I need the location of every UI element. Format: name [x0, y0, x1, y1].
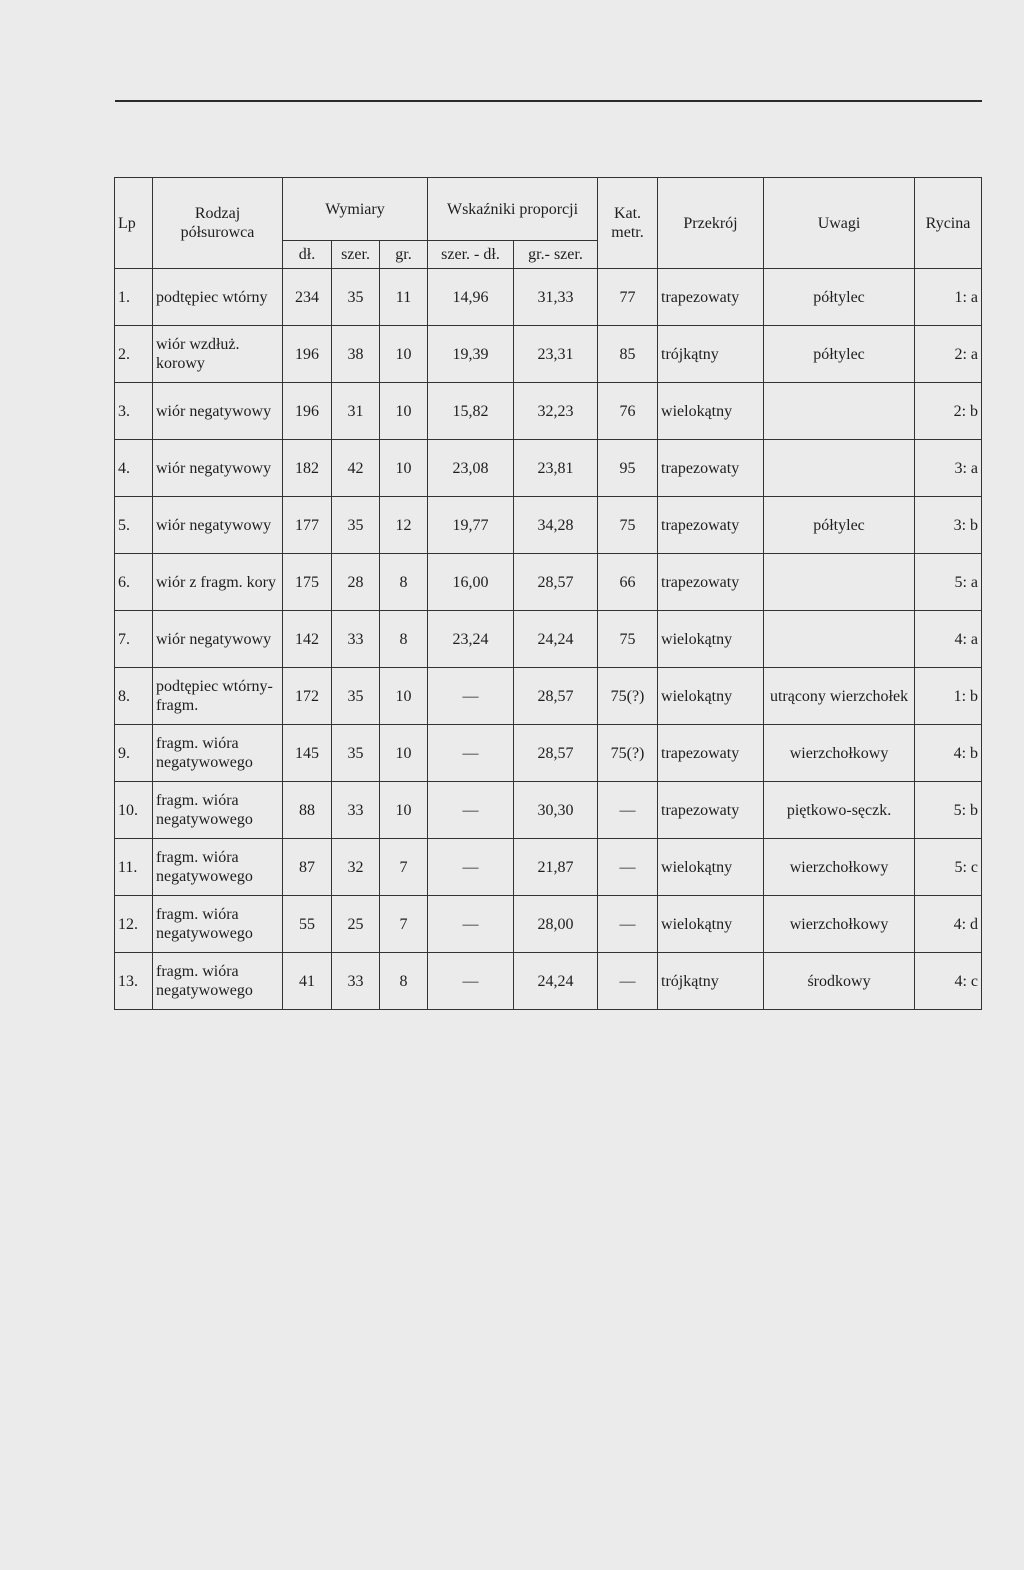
cell-dl: 196 [283, 383, 332, 440]
table-row [115, 326, 982, 383]
cell-kat: 85 [598, 326, 658, 383]
cell-kat: — [598, 953, 658, 1010]
table-row [115, 497, 982, 554]
cell-dl: 87 [283, 839, 332, 896]
cell-szer: 35 [332, 269, 380, 326]
cell-lp: 3. [115, 383, 153, 440]
table-row [115, 383, 982, 440]
cell-szer-dl: 19,39 [428, 326, 514, 383]
cell-rycina: 3: b [915, 497, 982, 554]
cell-rodzaj: fragm. wióra negatywowego [153, 725, 283, 782]
cell-szer-dl: 23,24 [428, 611, 514, 668]
cell-uwagi: półtylec [764, 269, 915, 326]
cell-przekroj: wielokątny [658, 611, 764, 668]
cell-przekroj: trapezowaty [658, 725, 764, 782]
cell-gr-szer: 31,33 [514, 269, 598, 326]
cell-lp: 2. [115, 326, 153, 383]
cell-szer: 38 [332, 326, 380, 383]
cell-gr: 10 [380, 725, 428, 782]
cell-gr-szer: 23,31 [514, 326, 598, 383]
header-gr: gr. [380, 241, 428, 269]
cell-rodzaj: wiór z fragm. kory [153, 554, 283, 611]
cell-szer-dl: — [428, 668, 514, 725]
header-kat: Kat. metr. [598, 178, 658, 269]
header-uwagi: Uwagi [764, 178, 915, 269]
cell-rodzaj: fragm. wióra negatywowego [153, 896, 283, 953]
cell-szer-dl: 15,82 [428, 383, 514, 440]
cell-uwagi: półtylec [764, 326, 915, 383]
cell-gr: 10 [380, 326, 428, 383]
cell-szer-dl: 19,77 [428, 497, 514, 554]
cell-lp: 8. [115, 668, 153, 725]
table-row [115, 554, 982, 611]
cell-kat: 75(?) [598, 668, 658, 725]
cell-rodzaj: fragm. wióra negatywowego [153, 782, 283, 839]
cell-gr-szer: 28,00 [514, 896, 598, 953]
cell-rodzaj: wiór negatywowy [153, 383, 283, 440]
cell-dl: 88 [283, 782, 332, 839]
cell-szer: 35 [332, 497, 380, 554]
table-row [115, 668, 982, 725]
cell-szer: 35 [332, 668, 380, 725]
header-dl: dł. [283, 241, 332, 269]
header-rycina: Rycina [915, 178, 982, 269]
cell-szer: 28 [332, 554, 380, 611]
cell-uwagi [764, 383, 915, 440]
header-gr-szer: gr.- szer. [514, 241, 598, 269]
cell-szer-dl: 23,08 [428, 440, 514, 497]
cell-lp: 1. [115, 269, 153, 326]
cell-przekroj: trójkątny [658, 326, 764, 383]
table-row [115, 269, 982, 326]
cell-rycina: 3: a [915, 440, 982, 497]
cell-szer: 35 [332, 725, 380, 782]
cell-kat: 76 [598, 383, 658, 440]
cell-uwagi: wierzchołkowy [764, 839, 915, 896]
cell-rycina: 4: c [915, 953, 982, 1010]
cell-gr-szer: 34,28 [514, 497, 598, 554]
cell-kat: — [598, 896, 658, 953]
cell-lp: 13. [115, 953, 153, 1010]
cell-przekroj: wielokątny [658, 896, 764, 953]
table-row [115, 896, 982, 953]
header-rodzaj: Rodzaj półsurowca [153, 178, 283, 269]
cell-gr: 10 [380, 440, 428, 497]
cell-szer-dl: — [428, 782, 514, 839]
cell-kat: 75 [598, 611, 658, 668]
cell-uwagi [764, 554, 915, 611]
cell-kat: 75 [598, 497, 658, 554]
cell-rycina: 4: b [915, 725, 982, 782]
cell-szer-dl: — [428, 839, 514, 896]
cell-dl: 177 [283, 497, 332, 554]
header-przekroj: Przekrój [658, 178, 764, 269]
cell-lp: 7. [115, 611, 153, 668]
cell-gr-szer: 24,24 [514, 953, 598, 1010]
table-row [115, 782, 982, 839]
header-rule [115, 100, 982, 102]
cell-gr-szer: 21,87 [514, 839, 598, 896]
cell-rycina: 5: b [915, 782, 982, 839]
cell-przekroj: trapezowaty [658, 782, 764, 839]
cell-dl: 41 [283, 953, 332, 1010]
cell-kat: — [598, 839, 658, 896]
cell-rycina: 4: a [915, 611, 982, 668]
cell-dl: 196 [283, 326, 332, 383]
cell-rodzaj: fragm. wióra negatywowego [153, 953, 283, 1010]
cell-szer: 25 [332, 896, 380, 953]
cell-gr-szer: 23,81 [514, 440, 598, 497]
header-wymiary: Wymiary [283, 178, 428, 241]
cell-przekroj: trapezowaty [658, 497, 764, 554]
cell-szer: 32 [332, 839, 380, 896]
cell-dl: 172 [283, 668, 332, 725]
cell-rycina: 1: b [915, 668, 982, 725]
header-wskazniki: Wskaźniki proporcji [428, 178, 598, 241]
cell-przekroj: trapezowaty [658, 554, 764, 611]
cell-gr-szer: 28,57 [514, 554, 598, 611]
cell-gr-szer: 28,57 [514, 668, 598, 725]
cell-rycina: 5: c [915, 839, 982, 896]
cell-lp: 5. [115, 497, 153, 554]
cell-rycina: 2: b [915, 383, 982, 440]
cell-przekroj: trapezowaty [658, 440, 764, 497]
cell-gr: 10 [380, 782, 428, 839]
cell-gr-szer: 30,30 [514, 782, 598, 839]
cell-rodzaj: wiór negatywowy [153, 497, 283, 554]
cell-szer-dl: 16,00 [428, 554, 514, 611]
cell-szer: 33 [332, 611, 380, 668]
cell-szer: 31 [332, 383, 380, 440]
cell-gr-szer: 32,23 [514, 383, 598, 440]
cell-przekroj: wielokątny [658, 668, 764, 725]
cell-rodzaj: wiór wzdłuż. korowy [153, 326, 283, 383]
header-szer: szer. [332, 241, 380, 269]
header-lp: Lp [115, 178, 153, 269]
cell-dl: 182 [283, 440, 332, 497]
cell-gr: 8 [380, 554, 428, 611]
cell-uwagi: piętkowo-sęczk. [764, 782, 915, 839]
cell-kat: 77 [598, 269, 658, 326]
cell-gr: 8 [380, 611, 428, 668]
cell-dl: 145 [283, 725, 332, 782]
table-row [115, 839, 982, 896]
cell-dl: 142 [283, 611, 332, 668]
cell-uwagi [764, 611, 915, 668]
cell-dl: 175 [283, 554, 332, 611]
cell-szer-dl: — [428, 725, 514, 782]
cell-rycina: 1: a [915, 269, 982, 326]
cell-szer-dl: — [428, 953, 514, 1010]
header-szer-dl: szer. - dł. [428, 241, 514, 269]
cell-rodzaj: wiór negatywowy [153, 440, 283, 497]
cell-uwagi [764, 440, 915, 497]
cell-szer: 33 [332, 953, 380, 1010]
cell-dl: 55 [283, 896, 332, 953]
cell-gr: 8 [380, 953, 428, 1010]
table-row [115, 611, 982, 668]
cell-przekroj: wielokątny [658, 839, 764, 896]
cell-gr: 7 [380, 839, 428, 896]
cell-rodzaj: wiór negatywowy [153, 611, 283, 668]
cell-kat: 95 [598, 440, 658, 497]
cell-przekroj: trójkątny [658, 953, 764, 1010]
cell-lp: 12. [115, 896, 153, 953]
cell-gr: 12 [380, 497, 428, 554]
table-body [115, 269, 982, 1010]
cell-rodzaj: fragm. wióra negatywowego [153, 839, 283, 896]
artifact-table [114, 177, 982, 1010]
cell-szer: 33 [332, 782, 380, 839]
cell-lp: 11. [115, 839, 153, 896]
table-row [115, 440, 982, 497]
cell-uwagi: wierzchołkowy [764, 896, 915, 953]
cell-szer: 42 [332, 440, 380, 497]
cell-lp: 4. [115, 440, 153, 497]
cell-uwagi: wierzchołkowy [764, 725, 915, 782]
cell-gr: 7 [380, 896, 428, 953]
cell-kat: 66 [598, 554, 658, 611]
cell-gr: 11 [380, 269, 428, 326]
cell-lp: 10. [115, 782, 153, 839]
cell-rodzaj: podtępiec wtórny [153, 269, 283, 326]
cell-kat: — [598, 782, 658, 839]
table-row [115, 953, 982, 1010]
cell-przekroj: wielokątny [658, 383, 764, 440]
cell-dl: 234 [283, 269, 332, 326]
cell-rycina: 5: a [915, 554, 982, 611]
cell-kat: 75(?) [598, 725, 658, 782]
cell-uwagi: środkowy [764, 953, 915, 1010]
cell-szer-dl: — [428, 896, 514, 953]
cell-gr: 10 [380, 668, 428, 725]
cell-rycina: 4: d [915, 896, 982, 953]
table-row [115, 725, 982, 782]
cell-gr-szer: 24,24 [514, 611, 598, 668]
cell-rodzaj: podtępiec wtórny-fragm. [153, 668, 283, 725]
cell-rycina: 2: a [915, 326, 982, 383]
cell-gr: 10 [380, 383, 428, 440]
cell-lp: 6. [115, 554, 153, 611]
cell-gr-szer: 28,57 [514, 725, 598, 782]
cell-uwagi: utrącony wierzchołek [764, 668, 915, 725]
cell-lp: 9. [115, 725, 153, 782]
cell-uwagi: półtylec [764, 497, 915, 554]
cell-szer-dl: 14,96 [428, 269, 514, 326]
cell-przekroj: trapezowaty [658, 269, 764, 326]
